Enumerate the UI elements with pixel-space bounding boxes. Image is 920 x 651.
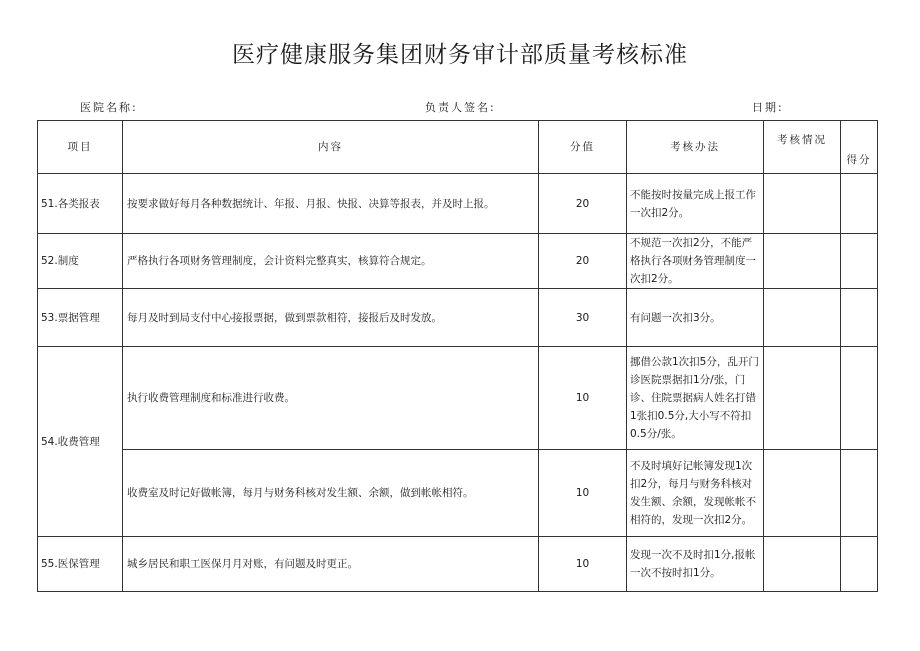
row-method: 不规范一次扣2分，不能严格执行各项财务管理制度一次扣2分。 xyxy=(627,234,764,289)
row-situation-cell[interactable] xyxy=(764,289,841,347)
audit-standard-table xyxy=(37,120,878,592)
row-situation-cell[interactable] xyxy=(764,537,841,592)
row-item: 55.医保管理 xyxy=(38,537,123,592)
row-content: 城乡居民和职工医保月月对账，有问题及时更正。 xyxy=(123,537,539,592)
row-content: 每月及时到局支付中心接报票据，做到票款相符，接报后及时发放。 xyxy=(123,289,539,347)
row-method: 挪借公款1次扣5分，乱开门诊医院票据扣1分/张，门诊、住院票据病人姓名打错1张扣0.5分,大小写不符扣0.5分/张。 xyxy=(627,347,764,450)
row-item: 54.收费管理 xyxy=(38,347,123,537)
row-method: 不能按时按量完成上报工作一次扣2分。 xyxy=(627,174,764,234)
date-label: 日期: xyxy=(752,101,784,114)
row-content: 按要求做好每月各种数据统计、年报、月报、快报、决算等报表，并及时上报。 xyxy=(123,174,539,234)
row-content: 严格执行各项财务管理制度，会计资料完整真实，核算符合规定。 xyxy=(123,234,539,289)
row-score-cell[interactable] xyxy=(841,537,878,592)
table-row xyxy=(38,450,878,537)
header-content: 内容 xyxy=(123,121,539,174)
row-score-cell[interactable] xyxy=(841,174,878,234)
table-row xyxy=(38,537,878,592)
header-method: 考核办法 xyxy=(627,121,764,174)
row-method: 有问题一次扣3分。 xyxy=(627,289,764,347)
page-title: 医疗健康服务集团财务审计部质量考核标准 xyxy=(232,42,688,68)
row-points: 30 xyxy=(539,289,627,347)
row-situation-cell[interactable] xyxy=(764,347,841,450)
table-row xyxy=(38,289,878,347)
row-points: 10 xyxy=(539,537,627,592)
table-row xyxy=(38,174,878,234)
header-situation: 考核情况 xyxy=(764,121,841,174)
header-points: 分值 xyxy=(539,121,627,174)
header-score: 得分 xyxy=(841,121,878,174)
table-header-row xyxy=(38,121,878,174)
row-points: 20 xyxy=(539,174,627,234)
signer-label: 负责人签名: xyxy=(425,101,496,114)
row-points: 20 xyxy=(539,234,627,289)
row-situation-cell[interactable] xyxy=(764,174,841,234)
row-item: 53.票据管理 xyxy=(38,289,123,347)
row-score-cell[interactable] xyxy=(841,289,878,347)
row-content: 执行收费管理制度和标准进行收费。 xyxy=(123,347,539,450)
row-points: 10 xyxy=(539,450,627,537)
row-method: 发现一次不及时扣1分,报帐一次不按时扣1分。 xyxy=(627,537,764,592)
row-score-cell[interactable] xyxy=(841,234,878,289)
row-method: 不及时填好记帐簿发现1次扣2分，每月与财务科核对发生额、余额，发现帐帐不相符的，发现一次扣2分。 xyxy=(627,450,764,537)
header-item: 项目 xyxy=(38,121,123,174)
hospital-name-label: 医院名称: xyxy=(80,101,138,114)
row-situation-cell[interactable] xyxy=(764,234,841,289)
row-situation-cell[interactable] xyxy=(764,450,841,537)
row-content: 收费室及时记好做帐簿，每月与财务科核对发生额、余额，做到帐帐相符。 xyxy=(123,450,539,537)
row-score-cell[interactable] xyxy=(841,450,878,537)
row-item: 51.各类报表 xyxy=(38,174,123,234)
table-row xyxy=(38,347,878,450)
row-points: 10 xyxy=(539,347,627,450)
row-item: 52.制度 xyxy=(38,234,123,289)
row-score-cell[interactable] xyxy=(841,347,878,450)
table-row xyxy=(38,234,878,289)
